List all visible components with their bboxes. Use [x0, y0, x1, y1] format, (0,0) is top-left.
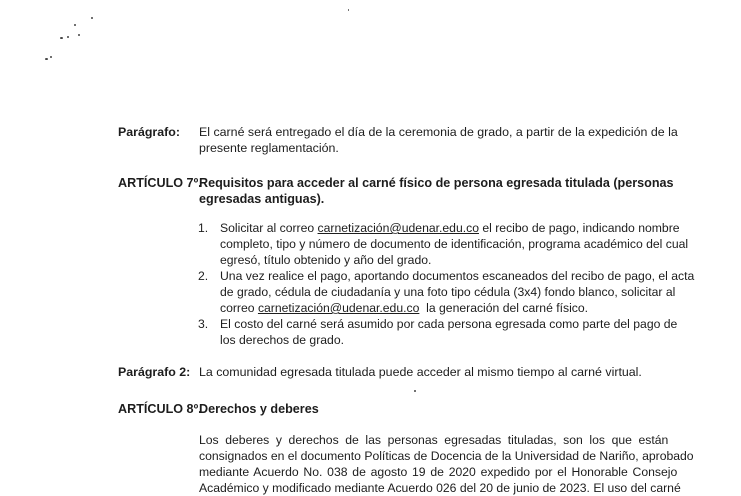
requirements-list: [198, 220, 695, 348]
articulo-8-line: Los deberes y derechos de las personas egresadas tituladas, son los que están: [199, 433, 669, 447]
articulo-7-title: [199, 175, 674, 207]
list-item-line: Una vez realice el pago, aportando documentos escaneados del recibo de pago, el acta: [220, 269, 695, 283]
list-item-line: El costo del carné será asumido por cada persona egresada como parte del pago de: [220, 317, 678, 331]
articulo-8-body: [199, 432, 694, 496]
list-item-number: 1.: [198, 221, 209, 235]
articulo-7-number: ARTÍCULO 7º.: [118, 176, 202, 190]
scan-speck: [50, 56, 52, 58]
scan-speck: [348, 9, 349, 11]
scan-speck: [67, 36, 69, 38]
email-link[interactable]: carnetización@udenar.edu.co: [257, 301, 420, 315]
scan-speck: [91, 17, 93, 19]
email-link[interactable]: carnetización@udenar.edu.co: [317, 221, 479, 235]
list-item: [198, 268, 695, 316]
articulo-8-line: consignados en el documento Políticas de Docencia de la Universidad de Nariño, aprobado: [199, 449, 694, 463]
list-item: [198, 220, 689, 268]
list-item-line: [220, 300, 660, 316]
list-item-number: 2.: [198, 269, 209, 283]
articulo-7-title-line: egresadas antiguas).: [199, 192, 325, 206]
paragrafo-1-text: [199, 124, 678, 156]
articulo-8-line: Académico y modificado mediante Acuerdo 026 del 20 de junio de 2023. El uso del carné: [199, 481, 681, 495]
list-item-text: Solicitar al correo: [220, 221, 318, 235]
paragrafo-2-label: Parágrafo 2:: [118, 365, 191, 379]
list-item: [198, 316, 678, 348]
scan-speck: [78, 34, 80, 36]
scan-speck: [74, 24, 76, 26]
paragrafo-1-label: Parágrafo:: [118, 125, 180, 139]
articulo-8-line: mediante Acuerdo No. 038 de agosto 19 de 2020 expedido por el Honorable Consejo: [199, 465, 678, 479]
list-item-line: de grado, cédula de ciudadanía y una foto tipo cédula (3x4) fondo blanco, solicitar al: [220, 285, 676, 299]
list-item-text: correo: [220, 301, 258, 315]
articulo-8-title: Derechos y deberes: [199, 402, 319, 416]
articulo-8-number: ARTÍCULO 8º.: [118, 402, 202, 416]
list-item-line: egresó, título obtenido y año del grado.: [220, 253, 432, 267]
scan-speck: [60, 37, 63, 39]
paragrafo-1-line: El carné será entregado el día de la ceremonia de grado, a partir de la expedición de la: [199, 125, 678, 139]
scan-speck: [45, 58, 48, 60]
articulo-7-title-line: Requisitos para acceder al carné físico de persona egresada titulada (personas: [199, 176, 674, 190]
paragrafo-1-line: presente reglamentación.: [199, 141, 339, 155]
list-item-text: la generación del carné físico.: [419, 301, 589, 315]
list-item-text: el recibo de pago, indicando nombre: [478, 221, 680, 235]
scan-speck: [414, 390, 416, 392]
list-item-line: completo, tipo y número de documento de identificación, programa académico del cual: [220, 237, 689, 251]
list-item-line: los derechos de grado.: [220, 333, 344, 347]
paragrafo-2-text: La comunidad egresada titulada puede acceder al mismo tiempo al carné virtual.: [199, 365, 642, 379]
list-item-number: 3.: [198, 317, 209, 331]
list-item-line: [220, 220, 680, 236]
